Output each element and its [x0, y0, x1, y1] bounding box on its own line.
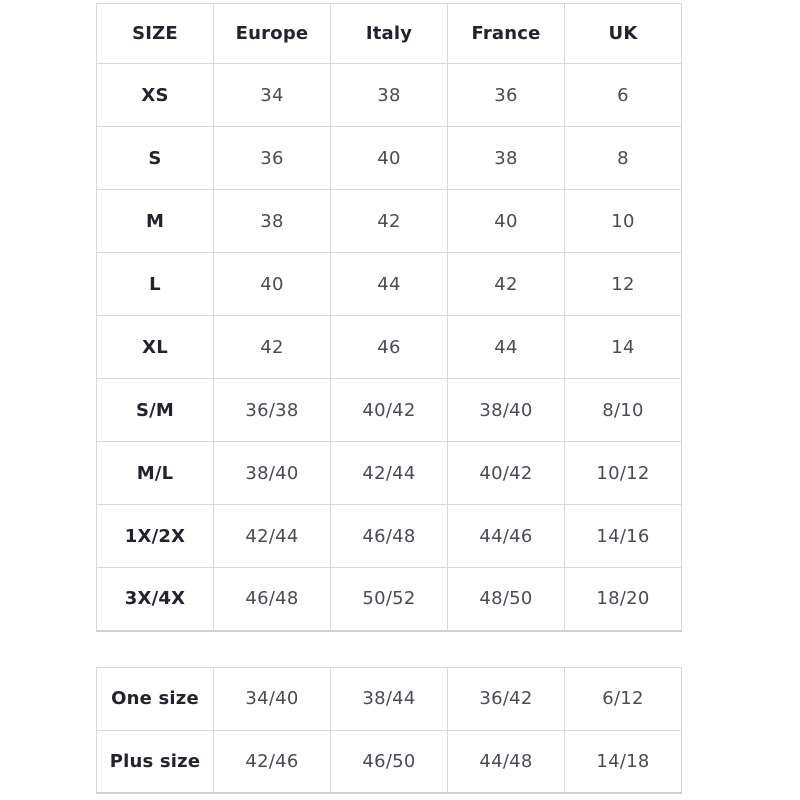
size-value: 14/18: [565, 730, 682, 793]
size-value: 38: [448, 127, 565, 190]
size-label: S: [97, 127, 214, 190]
size-value: 18/20: [565, 568, 682, 631]
size-value: 42: [331, 190, 448, 253]
size-value: 42/44: [331, 442, 448, 505]
size-value: 34: [214, 64, 331, 127]
size-value: 44/46: [448, 505, 565, 568]
size-value: 36/42: [448, 667, 565, 730]
size-value: 38: [214, 190, 331, 253]
size-value: 14: [565, 316, 682, 379]
table-row: [97, 730, 682, 793]
size-value: 42: [448, 253, 565, 316]
size-value: 38: [331, 64, 448, 127]
table-row: [97, 442, 682, 505]
size-value: 40: [214, 253, 331, 316]
column-header-size: SIZE: [97, 4, 214, 64]
table-row: [97, 190, 682, 253]
size-value: 36/38: [214, 379, 331, 442]
size-table-header-row: [97, 4, 682, 64]
size-label: XL: [97, 316, 214, 379]
size-value: 44/48: [448, 730, 565, 793]
size-value: 42/44: [214, 505, 331, 568]
table-row: [97, 253, 682, 316]
size-label: L: [97, 253, 214, 316]
size-chart: [96, 3, 682, 794]
size-label: 3X/4X: [97, 568, 214, 631]
size-value: 36: [448, 64, 565, 127]
size-label: M: [97, 190, 214, 253]
table-row: [97, 568, 682, 631]
size-value: 38/40: [214, 442, 331, 505]
column-header-france: France: [448, 4, 565, 64]
size-value: 44: [448, 316, 565, 379]
size-value: 46: [331, 316, 448, 379]
table-gap: [96, 632, 682, 667]
size-value: 38/44: [331, 667, 448, 730]
table-row: [97, 64, 682, 127]
size-value: 14/16: [565, 505, 682, 568]
size-value: 44: [331, 253, 448, 316]
size-conversion-table: [96, 3, 682, 632]
size-label: M/L: [97, 442, 214, 505]
size-label: XS: [97, 64, 214, 127]
table-row: [97, 316, 682, 379]
size-value: 46/48: [331, 505, 448, 568]
size-label: Plus size: [97, 730, 214, 793]
size-value: 40/42: [331, 379, 448, 442]
size-value: 12: [565, 253, 682, 316]
size-label: One size: [97, 667, 214, 730]
size-value: 40: [448, 190, 565, 253]
size-value: 38/40: [448, 379, 565, 442]
size-value: 6/12: [565, 667, 682, 730]
size-value: 8: [565, 127, 682, 190]
table-row: [97, 127, 682, 190]
size-value: 36: [214, 127, 331, 190]
column-header-uk: UK: [565, 4, 682, 64]
column-header-italy: Italy: [331, 4, 448, 64]
size-value: 46/50: [331, 730, 448, 793]
size-value: 40: [331, 127, 448, 190]
size-value: 46/48: [214, 568, 331, 631]
size-label: 1X/2X: [97, 505, 214, 568]
table-row: [97, 379, 682, 442]
table-row: [97, 667, 682, 730]
size-label: S/M: [97, 379, 214, 442]
size-value: 8/10: [565, 379, 682, 442]
size-value: 10/12: [565, 442, 682, 505]
size-value: 34/40: [214, 667, 331, 730]
size-value: 6: [565, 64, 682, 127]
column-header-europe: Europe: [214, 4, 331, 64]
special-sizes-table: [96, 667, 682, 795]
size-value: 48/50: [448, 568, 565, 631]
size-value: 50/52: [331, 568, 448, 631]
size-value: 42/46: [214, 730, 331, 793]
size-value: 42: [214, 316, 331, 379]
size-value: 40/42: [448, 442, 565, 505]
size-value: 10: [565, 190, 682, 253]
table-row: [97, 505, 682, 568]
